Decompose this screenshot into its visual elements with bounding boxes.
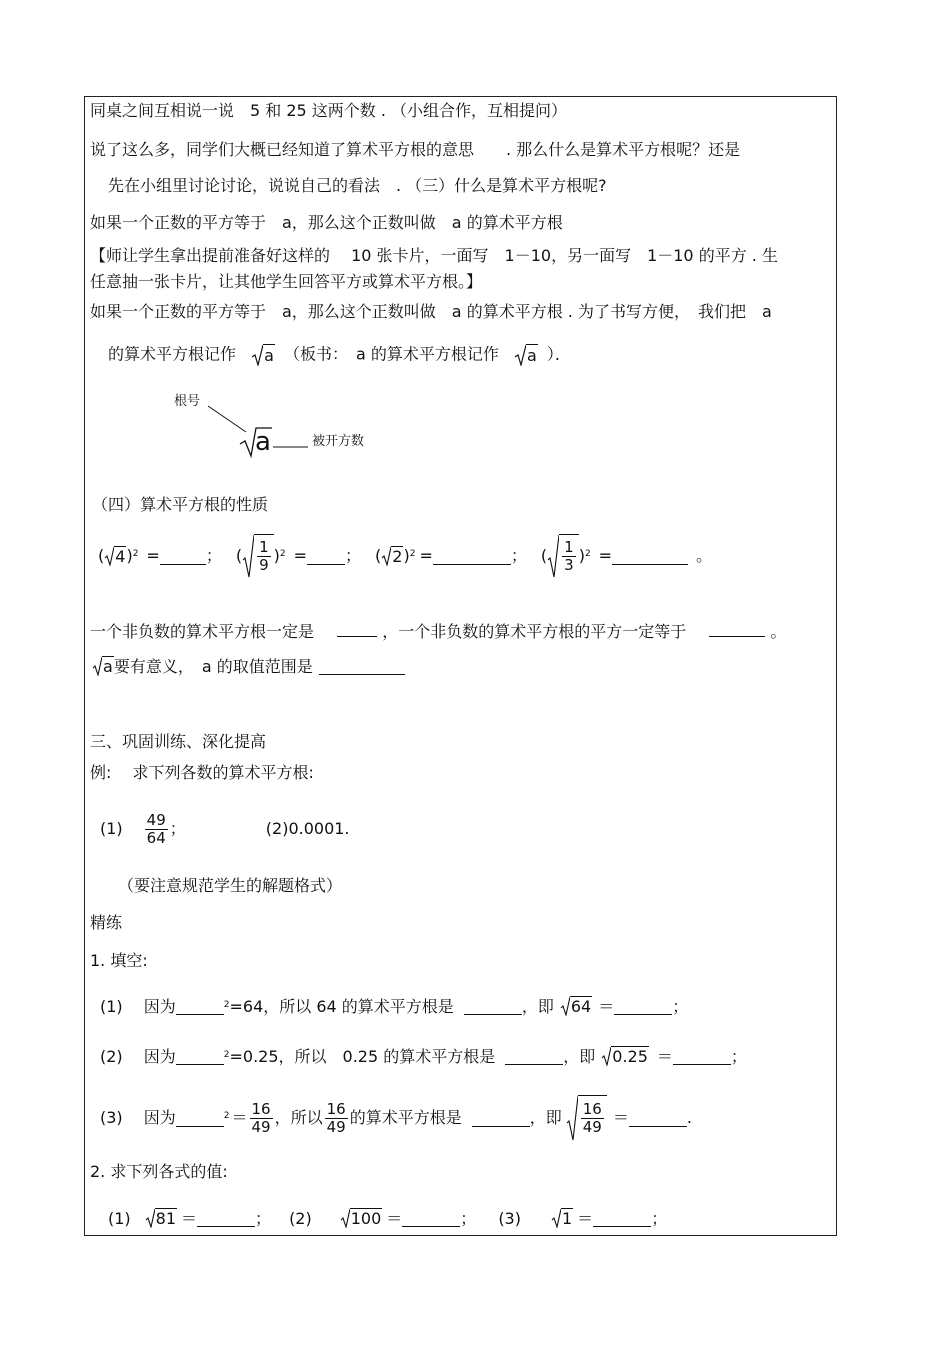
- notation-text-c: ）．: [546, 344, 571, 364]
- answer-blank[interactable]: [176, 1048, 224, 1065]
- exponent: 2: [223, 999, 230, 1010]
- exponent: 2: [279, 549, 286, 559]
- notation-text-b: （板书： a 的算术平方根记作: [284, 344, 499, 364]
- radicand-symbol: a: [255, 427, 271, 457]
- row-label: (1) 因为: [100, 996, 176, 1016]
- sqrt-16-over-49: [566, 1095, 607, 1141]
- sqrt-a-symbol: [92, 656, 114, 677]
- teacher-note-line-2: 任意抽一张卡片，让其他学生回答平方或算术平方根。】: [90, 272, 483, 291]
- answer-blank[interactable]: [472, 1110, 530, 1127]
- problem-2: (2)0.0001.: [265, 819, 350, 838]
- notation-line-1: 如果一个正数的平方等于 a，那么这个正数叫做 a 的算术平方根 . 为了书写方便， 我们把 a: [90, 302, 772, 321]
- answer-blank[interactable]: [307, 548, 345, 565]
- radicand: a: [527, 345, 537, 365]
- answer-blank[interactable]: [176, 998, 224, 1015]
- answer-blank[interactable]: [176, 1110, 224, 1127]
- numerator: 16: [582, 1100, 602, 1118]
- fraction-49-64: [145, 812, 168, 847]
- equals-sign: ＝: [656, 1046, 673, 1066]
- exponent: 2: [223, 1049, 230, 1060]
- radicand: 0.25: [612, 1047, 648, 1066]
- sqrt-64: [560, 996, 592, 1017]
- fill-row-3: [100, 1092, 692, 1144]
- separator: ；: [460, 1208, 477, 1228]
- radicand: 1: [561, 1209, 573, 1228]
- sqrt-100: [340, 1208, 383, 1229]
- numerator: 16: [326, 1099, 346, 1118]
- separator: ；: [255, 1208, 272, 1228]
- row-text: ，即: [563, 1046, 596, 1066]
- equals-sign: ＝: [598, 996, 615, 1016]
- radicand: 2: [392, 546, 403, 566]
- equals-sign: =: [598, 546, 613, 565]
- sqrt-81: [145, 1208, 177, 1229]
- fraction-16-49: [250, 1101, 273, 1136]
- radicand: 100: [350, 1209, 382, 1228]
- equals-sign: =: [293, 546, 308, 565]
- intro-line-1: 同桌之间互相说一说 5 和 25 这两个数 . （小组合作，互相提问）: [90, 101, 568, 120]
- radicand: a: [264, 345, 274, 365]
- separator: ；: [205, 546, 222, 565]
- exponent: 2: [223, 1111, 230, 1121]
- section-4-title: （四）算术平方根的性质: [92, 495, 269, 514]
- separator: ；: [169, 819, 186, 838]
- separator: ；: [345, 546, 362, 565]
- answer-blank[interactable]: [629, 1110, 687, 1127]
- property-line-2: [92, 656, 405, 677]
- notation-text-a: 的算术平方根记作: [108, 344, 237, 364]
- denominator: 49: [251, 1117, 271, 1136]
- row-text: =64，所以 64 的算术平方根是: [229, 996, 454, 1016]
- separator: ；: [510, 546, 527, 565]
- answer-blank[interactable]: [612, 548, 688, 565]
- row-text: ，所以: [274, 1108, 323, 1127]
- answer-blank[interactable]: [614, 998, 672, 1015]
- radicand-label: 被开方数: [312, 434, 365, 449]
- sqrt-1-over-9: [242, 534, 274, 578]
- answer-blank[interactable]: [337, 620, 377, 637]
- separator: ；: [730, 1046, 747, 1066]
- exponent: 2: [584, 549, 591, 559]
- radicand: 64: [570, 997, 592, 1016]
- equals-sign: ＝: [231, 1108, 248, 1127]
- intro-line-3: 先在小组里讨论讨论，说说自己的看法 . （三）什么是算术平方根呢?: [108, 176, 607, 195]
- row-text: =0.25，所以 0.25 的算术平方根是: [229, 1046, 496, 1066]
- sqrt-a-symbol-board: [514, 344, 538, 366]
- problem-number: (3): [498, 1208, 521, 1228]
- row-text: ，即: [521, 996, 554, 1016]
- property-text-a: 一个非负数的算术平方根一定是: [90, 622, 315, 641]
- fill-row-1: [100, 996, 688, 1017]
- property-text-c: 。: [770, 622, 787, 641]
- row-text: 的算术平方根是: [349, 1108, 462, 1127]
- problem-number: (2): [289, 1208, 312, 1228]
- answer-blank[interactable]: [709, 620, 765, 637]
- example-prompt: 例: 求下列各数的算术平方根:: [90, 763, 314, 782]
- separator: ；: [672, 996, 689, 1016]
- answer-blank[interactable]: [402, 1210, 460, 1227]
- period: .: [686, 1108, 692, 1127]
- definition-line: 如果一个正数的平方等于 a，那么这个正数叫做 a 的算术平方根: [90, 213, 563, 232]
- row-label: (2) 因为: [100, 1046, 176, 1066]
- denominator: 3: [564, 556, 574, 574]
- denominator: 49: [582, 1118, 602, 1136]
- sqrt-4: [104, 546, 126, 567]
- problem-number: (1): [108, 1208, 131, 1228]
- exponent: 2: [409, 549, 416, 559]
- section-3-title: 三、巩固训练、深化提高: [90, 732, 267, 751]
- answer-blank[interactable]: [197, 1210, 255, 1227]
- radical-sign-label: 根号: [174, 394, 201, 409]
- radicand: 4: [115, 546, 126, 566]
- equals-sign: ＝: [386, 1208, 403, 1228]
- example-problems: [100, 806, 350, 852]
- equals-sign: =: [419, 546, 433, 565]
- numerator: 16: [251, 1099, 271, 1118]
- row-label: (3) 因为: [100, 1108, 176, 1127]
- property-exercises: ( 4 ) 2 = ； ( $\frac{1}{9}$ ) 2 = ； ( 2 ) 2 = ； ( $\frac{1}{3}$ ) 2 = 。: [98, 531, 712, 581]
- teacher-note-line-1: 【师让学生拿出提前准备好这样的 10 张卡片，一面写 1－10，另一面写 1－10 的平方 . 生: [90, 246, 778, 265]
- radicand: 81: [155, 1209, 177, 1228]
- question-2-title: 2. 求下列各式的值:: [90, 1162, 228, 1181]
- denominator: 9: [259, 556, 269, 574]
- radicand: a: [103, 657, 113, 676]
- question-2-row: [108, 1208, 667, 1229]
- format-note: （要注意规范学生的解题格式）: [118, 876, 343, 895]
- sqrt-a-symbol: [251, 344, 275, 366]
- row-text: ，即: [529, 1108, 562, 1127]
- answer-blank[interactable]: [673, 1048, 731, 1065]
- answer-blank[interactable]: [433, 548, 511, 565]
- answer-blank[interactable]: [593, 1210, 651, 1227]
- equals-sign: ＝: [181, 1208, 198, 1228]
- equals-sign: ＝: [612, 1108, 629, 1127]
- answer-blank[interactable]: [464, 998, 522, 1015]
- property-text-b: ，一个非负数的算术平方根的平方一定等于: [382, 622, 687, 641]
- problem-number: (1): [100, 819, 123, 838]
- denominator: 49: [326, 1117, 346, 1136]
- separator: ；: [651, 1208, 668, 1228]
- fill-row-2: [100, 1046, 747, 1067]
- sqrt-1-over-3: [547, 534, 579, 578]
- sqrt-1: [551, 1208, 573, 1229]
- intro-line-2: 说了这么多，同学们大概已经知道了算术平方根的意思 . 那么什么是算术平方根呢？还是: [90, 140, 741, 159]
- numerator: 1: [259, 538, 269, 556]
- answer-blank[interactable]: [505, 1048, 563, 1065]
- period: 。: [696, 546, 713, 565]
- property-line-1: [90, 620, 786, 642]
- property-text-d: 要有意义， a 的取值范围是: [113, 656, 313, 676]
- denominator: 64: [146, 828, 166, 847]
- answer-blank[interactable]: [160, 548, 206, 565]
- sqrt-0-25: [601, 1046, 649, 1067]
- answer-blank[interactable]: [319, 658, 405, 675]
- numerator: 49: [146, 810, 166, 829]
- drill-title: 精练: [90, 913, 123, 932]
- exponent: 2: [132, 549, 139, 559]
- numerator: 1: [564, 538, 574, 556]
- sqrt-2: [381, 546, 403, 567]
- equals-sign: ＝: [577, 1208, 594, 1228]
- notation-line-2: [108, 344, 571, 366]
- equals-sign: =: [146, 546, 160, 565]
- question-1-title: 1. 填空:: [90, 951, 148, 970]
- fraction-16-49: [325, 1101, 348, 1136]
